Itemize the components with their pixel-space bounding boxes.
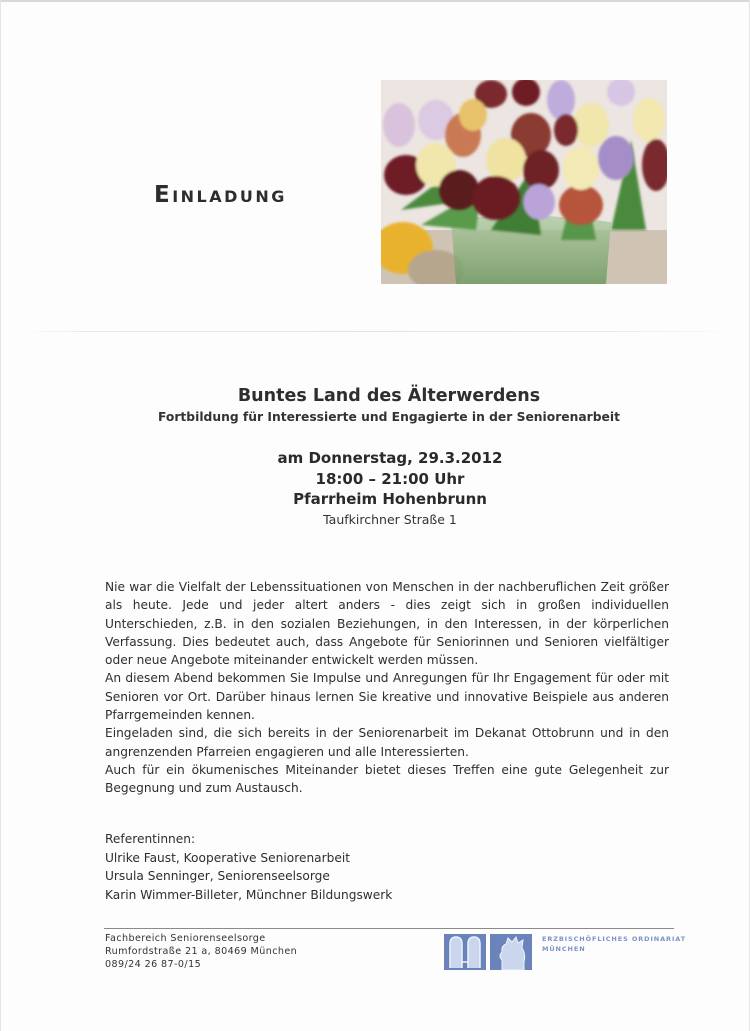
event-heading [0,384,750,426]
footer-department: Fachbereich Seniorenseelsorge [105,933,266,944]
crowned-head-icon [490,934,532,970]
logo-text [542,934,686,954]
document-title: Einladung [154,182,287,208]
event-address: Taufkirchner Straße 1 [323,511,457,527]
event-title: Buntes Land des Älterwerdens [237,386,541,406]
logo-line-1: ERZBISCHÖFLICHES ORDINARIAT [542,935,687,943]
event-time: 18:00 – 21:00 Uhr [315,469,465,488]
footer-divider [104,928,674,929]
speaker-item: Ursula Senninger, Seniorenseelsorge [105,869,330,883]
page-edge [0,0,750,2]
footer-address [105,932,297,971]
body-text [105,578,669,798]
event-venue: Pfarrheim Hohenbrunn [293,490,487,508]
logo-line-2: MÜNCHEN [542,945,586,953]
scan-artifact-line [20,331,740,332]
event-subtitle: Fortbildung für Interessierte und Engagierte in der Seniorenarbeit [158,410,620,424]
speakers-list [105,830,392,904]
body-paragraph: An diesem Abend bekommen Sie Impulse und Anregungen für Ihr Engagement für oder mit Senioren vor Ort. Darüber hinaus lernen Sie kreative und innovative Beispiele aus anderen Pfarrgemeinden kennen. [105,671,669,723]
speakers-label: Referentinnen: [105,832,196,846]
frauenkirche-towers-icon [444,934,486,970]
speaker-item: Karin Wimmer-Billeter, Münchner Bildungswerk [105,887,393,902]
body-paragraph: Nie war die Vielfalt der Lebenssituationen von Menschen in der nachberuflichen Zeit größer als heute. Jede und jeder altert anders - dies zeigt sich in großen individuellen Unterschieden, z.B. in den sozialen Beziehungen, in den Interessen, in der körperlichen Verfassung. Dies bedeutet auch, dass Angebote für Seniorinnen und Senioren vielfältiger oder neue Angebote miteinander entwickelt werden müssen. [105,580,669,668]
speaker-item: Ulrike Faust, Kooperative Seniorenarbeit [105,850,351,865]
footer-phone: 089/24 26 87-0/15 [105,959,202,970]
footer-street: Rumfordstraße 21 a, 80469 München [105,946,298,957]
tulip-bouquet-image [381,80,667,284]
body-paragraph: Auch für ein ökumenisches Miteinander bietet dieses Treffen eine gute Gelegenheit zur Begegnung und zum Austausch. [105,762,669,796]
body-paragraph: Eingeladen sind, die sich bereits in der Seniorenarbeit im Dekanat Ottobrunn und in den angrenzenden Pfarreien engagieren und alle Interessierten. [105,726,669,759]
tulip-photo [381,80,667,284]
event-date: am Donnerstag, 29.3.2012 [277,449,503,467]
event-details [0,448,750,530]
